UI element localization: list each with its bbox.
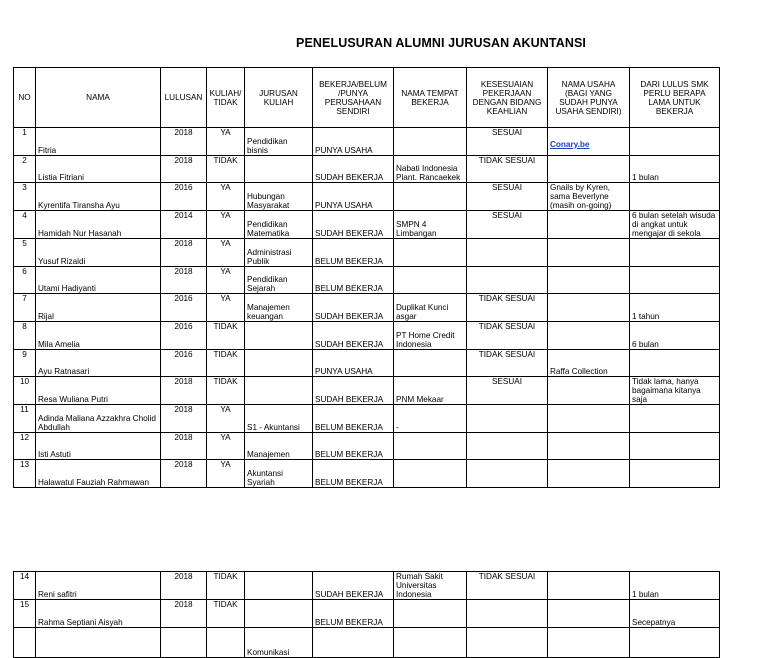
- cell-nama-usaha: [548, 211, 630, 239]
- cell-tempat-bekerja: SMPN 4 Limbangan: [394, 211, 467, 239]
- cell-nama-usaha: [548, 432, 630, 460]
- cell-no: 11: [14, 405, 36, 433]
- header-no: NO: [14, 68, 36, 128]
- table-row: [14, 377, 720, 405]
- table-row: [14, 600, 720, 628]
- cell-lama-bekerja: 1 tahun: [630, 294, 720, 322]
- table-row: [14, 294, 720, 322]
- cell-lulusan: 2018: [161, 128, 207, 156]
- cell-nama: Rahma Septiani Aisyah: [36, 600, 161, 628]
- cell-jurusan: [245, 377, 313, 405]
- cell-kuliah: TIDAK: [207, 572, 245, 600]
- cell-nama: [36, 627, 161, 657]
- cell-jurusan: [245, 321, 313, 349]
- cell-kuliah: TIDAK: [207, 600, 245, 628]
- cell-nama-usaha: [548, 600, 630, 628]
- cell-tempat-bekerja: [394, 600, 467, 628]
- cell-kuliah: TIDAK: [207, 349, 245, 377]
- cell-lulusan: 2018: [161, 460, 207, 488]
- cell-no: [14, 627, 36, 657]
- cell-jurusan: Manajemen: [245, 432, 313, 460]
- cell-lama-bekerja: [630, 460, 720, 488]
- cell-status-bekerja: BELUM BEKERJA: [313, 266, 394, 294]
- cell-no: 13: [14, 460, 36, 488]
- cell-kuliah: YA: [207, 183, 245, 211]
- cell-lulusan: 2018: [161, 377, 207, 405]
- cell-nama-usaha: [548, 155, 630, 183]
- cell-no: 2: [14, 155, 36, 183]
- cell-nama: Resa Wuliana Putri: [36, 377, 161, 405]
- cell-no: 6: [14, 266, 36, 294]
- cell-tempat-bekerja: [394, 128, 467, 156]
- cell-nama-usaha: [548, 266, 630, 294]
- cell-lama-bekerja: [630, 627, 720, 657]
- cell-kesesuaian: SESUAI: [467, 377, 548, 405]
- cell-nama: Yusuf Rizaldi: [36, 239, 161, 267]
- cell-lama-bekerja: 1 bulan: [630, 572, 720, 600]
- cell-status-bekerja: SUDAH BEKERJA: [313, 377, 394, 405]
- cell-tempat-bekerja: [394, 266, 467, 294]
- cell-kuliah: YA: [207, 294, 245, 322]
- cell-status-bekerja: [313, 627, 394, 657]
- cell-lama-bekerja: [630, 239, 720, 267]
- cell-nama: Listia Fitriani: [36, 155, 161, 183]
- cell-status-bekerja: SUDAH BEKERJA: [313, 294, 394, 322]
- cell-lama-bekerja: Tidak lama, hanya bagaimana kitanya saja: [630, 377, 720, 405]
- header-usaha: NAMA USAHA (BAGI YANG SUDAH PUNYA USAHA SENDIRI): [548, 68, 630, 128]
- cell-no: 5: [14, 239, 36, 267]
- cell-kuliah: [207, 627, 245, 657]
- cell-jurusan: Administrasi Publik: [245, 239, 313, 267]
- cell-kesesuaian: TIDAK SESUAI: [467, 155, 548, 183]
- table-row: [14, 627, 720, 657]
- cell-kesesuaian: [467, 266, 548, 294]
- table-row: [14, 266, 720, 294]
- header-lulusan: LULUSAN: [161, 68, 207, 128]
- alumni-table-continued: [13, 571, 720, 658]
- cell-nama: Adinda Maliana Azzakhra Cholid Abdullah: [36, 405, 161, 433]
- cell-nama: Isti Astuti: [36, 432, 161, 460]
- table-row: [14, 183, 720, 211]
- cell-lulusan: 2016: [161, 349, 207, 377]
- cell-nama: Hamidah Nur Hasanah: [36, 211, 161, 239]
- cell-lulusan: 2018: [161, 405, 207, 433]
- cell-lama-bekerja: [630, 266, 720, 294]
- cell-no: 7: [14, 294, 36, 322]
- cell-no: 1: [14, 128, 36, 156]
- cell-nama-usaha: [548, 572, 630, 600]
- cell-kuliah: YA: [207, 266, 245, 294]
- header-kuliah: KULIAH/ TIDAK: [207, 68, 245, 128]
- header-nama: NAMA: [36, 68, 161, 128]
- cell-status-bekerja: PUNYA USAHA: [313, 183, 394, 211]
- cell-lulusan: 2014: [161, 211, 207, 239]
- cell-nama: Reni safitri: [36, 572, 161, 600]
- cell-kesesuaian: [467, 627, 548, 657]
- cell-tempat-bekerja: PNM Mekaar: [394, 377, 467, 405]
- cell-tempat-bekerja: Nabati Indonesia Plant. Rancaekek: [394, 155, 467, 183]
- cell-status-bekerja: PUNYA USAHA: [313, 349, 394, 377]
- cell-nama-usaha: [548, 294, 630, 322]
- cell-no: 3: [14, 183, 36, 211]
- cell-tempat-bekerja: -: [394, 405, 467, 433]
- cell-nama-usaha: [548, 627, 630, 657]
- cell-status-bekerja: BELUM BEKERJA: [313, 405, 394, 433]
- cell-status-bekerja: PUNYA USAHA: [313, 128, 394, 156]
- table-row: [14, 239, 720, 267]
- cell-jurusan: Pendidikan Matematika: [245, 211, 313, 239]
- header-tempat: NAMA TEMPAT BEKERJA: [394, 68, 467, 128]
- cell-kuliah: TIDAK: [207, 155, 245, 183]
- cell-kesesuaian: TIDAK SESUAI: [467, 294, 548, 322]
- cell-tempat-bekerja: [394, 349, 467, 377]
- cell-lulusan: 2016: [161, 294, 207, 322]
- cell-kesesuaian: SESUAI: [467, 211, 548, 239]
- cell-kesesuaian: [467, 239, 548, 267]
- cell-kuliah: TIDAK: [207, 321, 245, 349]
- cell-lama-bekerja: [630, 128, 720, 156]
- cell-kuliah: TIDAK: [207, 377, 245, 405]
- table-row: [14, 211, 720, 239]
- cell-lulusan: [161, 627, 207, 657]
- cell-kesesuaian: TIDAK SESUAI: [467, 349, 548, 377]
- cell-nama-usaha: [548, 128, 630, 156]
- cell-lulusan: 2016: [161, 321, 207, 349]
- cell-lulusan: 2018: [161, 155, 207, 183]
- cell-status-bekerja: BELUM BEKERJA: [313, 460, 394, 488]
- cell-jurusan: S1 - Akuntansi: [245, 405, 313, 433]
- cell-lulusan: 2018: [161, 600, 207, 628]
- cell-status-bekerja: SUDAH BEKERJA: [313, 211, 394, 239]
- cell-nama: Kyrentifa Tiransha Ayu: [36, 183, 161, 211]
- cell-nama: Utami Hadiyanti: [36, 266, 161, 294]
- cell-kesesuaian: [467, 432, 548, 460]
- cell-status-bekerja: SUDAH BEKERJA: [313, 155, 394, 183]
- cell-nama-usaha: Gnails by Kyren, sama Beverlyne (masih on-going): [548, 183, 630, 211]
- table-row: [14, 349, 720, 377]
- alumni-table: [13, 67, 720, 488]
- cell-tempat-bekerja: Rumah Sakit Universitas Indonesia: [394, 572, 467, 600]
- cell-lulusan: 2018: [161, 572, 207, 600]
- cell-tempat-bekerja: [394, 432, 467, 460]
- cell-kesesuaian: [467, 460, 548, 488]
- cell-no: 4: [14, 211, 36, 239]
- header-lama: DARI LULUS SMK PERLU BERAPA LAMA UNTUK BEKERJA: [630, 68, 720, 128]
- cell-jurusan: Hubungan Masyarakat: [245, 183, 313, 211]
- cell-nama-usaha: [548, 377, 630, 405]
- cell-nama: Halawatul Fauziah Rahmawan: [36, 460, 161, 488]
- cell-kesesuaian: [467, 405, 548, 433]
- cell-no: 15: [14, 600, 36, 628]
- cell-kesesuaian: SESUAI: [467, 128, 548, 156]
- cell-nama-usaha: Raffa Collection: [548, 349, 630, 377]
- cell-nama: Ayu Ratnasari: [36, 349, 161, 377]
- cell-kuliah: YA: [207, 211, 245, 239]
- cell-tempat-bekerja: [394, 627, 467, 657]
- table-row: [14, 128, 720, 156]
- cell-no: 8: [14, 321, 36, 349]
- table-row: [14, 405, 720, 433]
- business-link[interactable]: Conary.be: [550, 139, 590, 149]
- cell-status-bekerja: BELUM BEKERJA: [313, 432, 394, 460]
- cell-nama-usaha: [548, 239, 630, 267]
- cell-lama-bekerja: [630, 432, 720, 460]
- cell-kesesuaian: TIDAK SESUAI: [467, 572, 548, 600]
- cell-lulusan: 2018: [161, 266, 207, 294]
- cell-status-bekerja: BELUM BEKERJA: [313, 600, 394, 628]
- cell-nama-usaha: [548, 321, 630, 349]
- cell-nama-usaha: [548, 405, 630, 433]
- cell-jurusan: [245, 600, 313, 628]
- cell-kuliah: YA: [207, 460, 245, 488]
- cell-jurusan: [245, 572, 313, 600]
- table-row: [14, 155, 720, 183]
- cell-kesesuaian: [467, 600, 548, 628]
- cell-lama-bekerja: 6 bulan: [630, 321, 720, 349]
- cell-no: 12: [14, 432, 36, 460]
- cell-jurusan: [245, 155, 313, 183]
- cell-jurusan: Akuntansi Syariah: [245, 460, 313, 488]
- cell-lama-bekerja: [630, 183, 720, 211]
- header-jurusan: JURUSAN KULIAH: [245, 68, 313, 128]
- cell-kesesuaian: SESUAI: [467, 183, 548, 211]
- table-row: [14, 572, 720, 600]
- header-row: [14, 68, 720, 128]
- header-bekerja: BEKERJA/BELUM /PUNYA PERUSAHAAN SENDIRI: [313, 68, 394, 128]
- cell-nama: Fitria: [36, 128, 161, 156]
- cell-kuliah: YA: [207, 128, 245, 156]
- cell-status-bekerja: SUDAH BEKERJA: [313, 321, 394, 349]
- cell-lulusan: 2016: [161, 183, 207, 211]
- table-row: [14, 321, 720, 349]
- cell-kuliah: YA: [207, 432, 245, 460]
- cell-lulusan: 2018: [161, 432, 207, 460]
- cell-status-bekerja: BELUM BEKERJA: [313, 239, 394, 267]
- cell-jurusan: Pendidikan Sejarah: [245, 266, 313, 294]
- cell-lama-bekerja: Secepatnya: [630, 600, 720, 628]
- table-row: [14, 432, 720, 460]
- header-kesesuaian: KESESUAIAN PEKERJAAN DENGAN BIDANG KEAHLIAN: [467, 68, 548, 128]
- cell-lama-bekerja: [630, 405, 720, 433]
- table-row: [14, 460, 720, 488]
- cell-lulusan: 2018: [161, 239, 207, 267]
- cell-jurusan: Komunikasi: [245, 627, 313, 657]
- cell-lama-bekerja: 1 bulan: [630, 155, 720, 183]
- cell-lama-bekerja: [630, 349, 720, 377]
- cell-tempat-bekerja: [394, 239, 467, 267]
- cell-kuliah: YA: [207, 239, 245, 267]
- cell-nama: Rijal: [36, 294, 161, 322]
- cell-no: 14: [14, 572, 36, 600]
- cell-nama: Mila Amelia: [36, 321, 161, 349]
- cell-kuliah: YA: [207, 405, 245, 433]
- cell-tempat-bekerja: Duplikat Kunci asgar: [394, 294, 467, 322]
- page-title: PENELUSURAN ALUMNI JURUSAN AKUNTANSI: [296, 36, 586, 50]
- cell-tempat-bekerja: [394, 183, 467, 211]
- cell-jurusan: Manajemen keuangan: [245, 294, 313, 322]
- cell-lama-bekerja: 6 bulan setelah wisuda di angkat untuk mengajar di sekola: [630, 211, 720, 239]
- cell-nama-usaha: [548, 460, 630, 488]
- cell-tempat-bekerja: PT Home Credit Indonesia: [394, 321, 467, 349]
- cell-jurusan: [245, 349, 313, 377]
- cell-kesesuaian: TIDAK SESUAI: [467, 321, 548, 349]
- cell-tempat-bekerja: [394, 460, 467, 488]
- cell-jurusan: Pendidikan bisnis: [245, 128, 313, 156]
- cell-status-bekerja: SUDAH BEKERJA: [313, 572, 394, 600]
- cell-no: 9: [14, 349, 36, 377]
- cell-no: 10: [14, 377, 36, 405]
